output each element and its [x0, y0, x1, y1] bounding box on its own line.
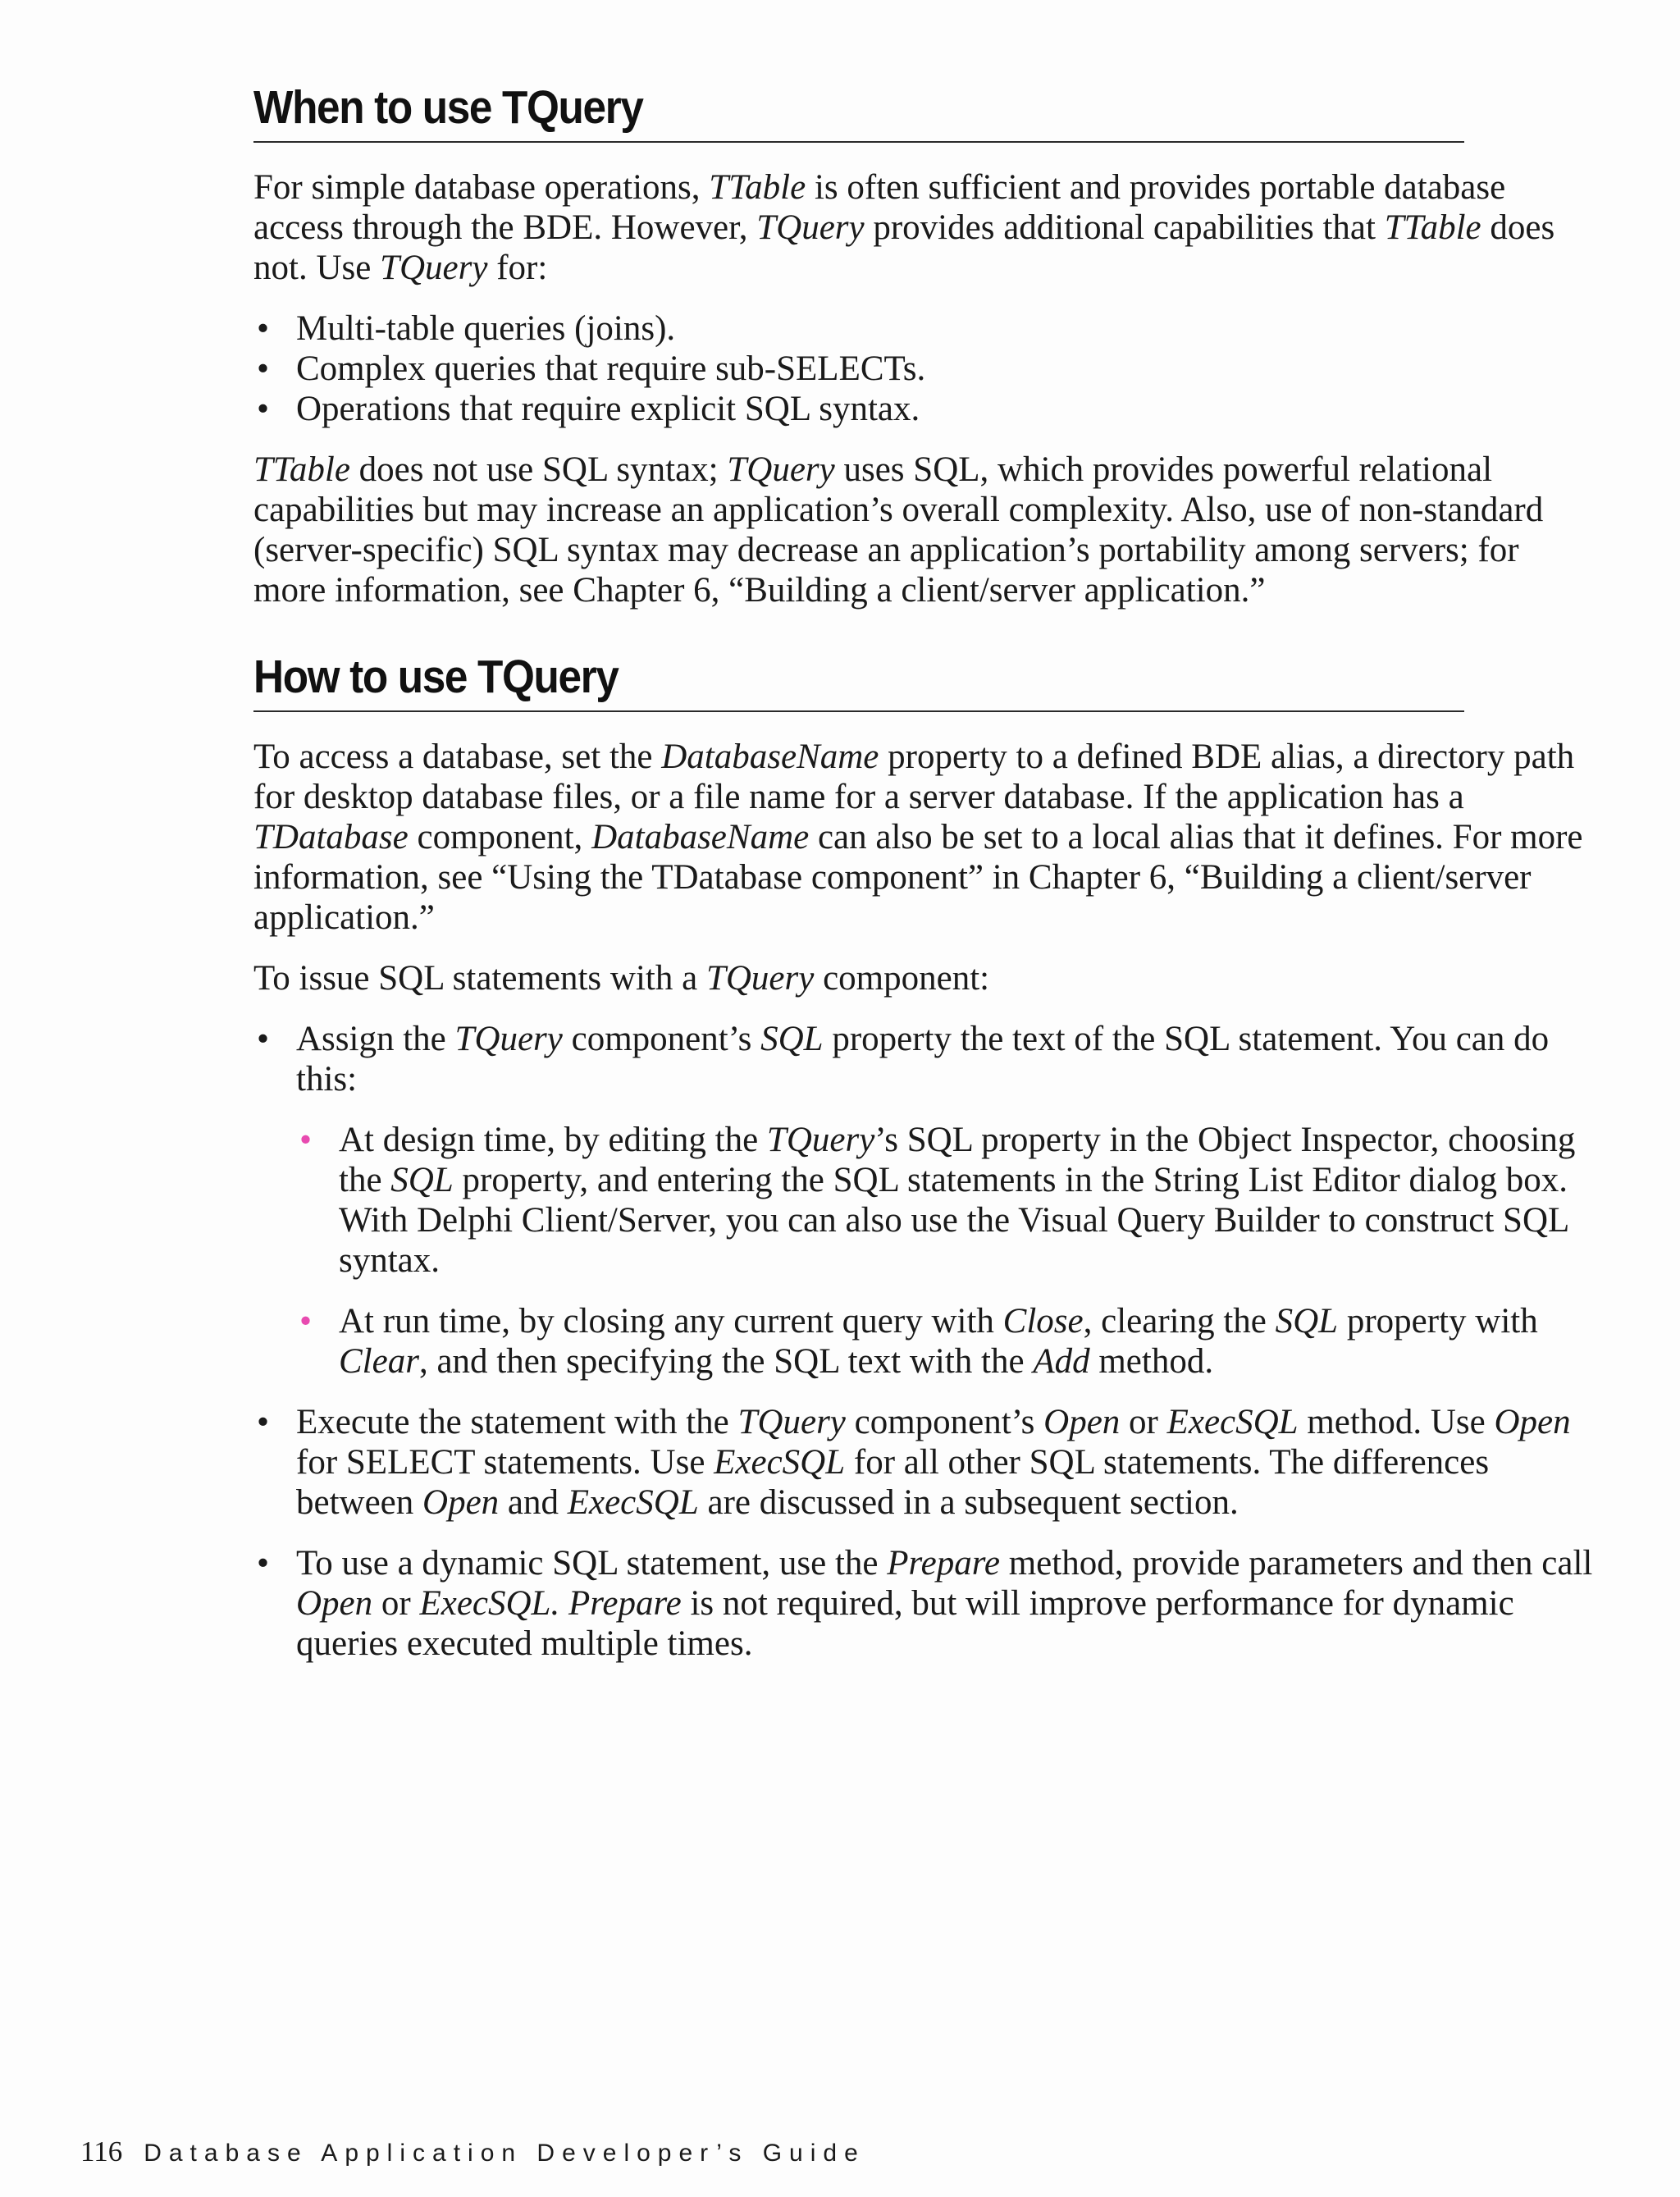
page-content: [253, 80, 1599, 1664]
bullet-icon: •: [257, 1403, 270, 1441]
list-item: • Assign the TQuery component’s SQL property the text of the SQL statement. You can do this: • At design time, by editing the TQuery’s SQL property in the Object Inspector, choosing the SQL property, and entering the SQL statements in the String List Editor dialog box. With Delphi Client/Server, you can also use the Visual Query Builder to construct SQL syntax. • At run time, by closing any current query with Close, clearing the SQL property with Clear, and then specifying the SQL text with the Add method.: [253, 1019, 1599, 1382]
page-footer: [80, 2135, 865, 2168]
uses-list: [253, 308, 1599, 429]
bullet-icon: •: [257, 309, 270, 348]
list-item: • Execute the statement with the TQuery component’s Open or ExecSQL method. Use Open for SELECT statements. Use ExecSQL for all other SQL statements. The differences between Open and ExecSQL are discussed in a subsequent section.: [257, 1403, 1571, 1522]
book-title: Database Application Developer’s Guide: [144, 2140, 865, 2167]
bullet-icon: •: [257, 349, 270, 388]
list-item: • Operations that require explicit SQL syntax.: [257, 390, 920, 428]
bullet-icon: •: [257, 1020, 270, 1058]
sub-list: [296, 1120, 1599, 1382]
section-heading-when: When to use TQuery: [253, 80, 1464, 143]
sub-list-item: • At design time, by editing the TQuery’s SQL property in the Object Inspector, choosing the SQL property, and entering the SQL statements in the String List Editor dialog box. With Delphi Client/Server, you can also use the Visual Query Builder to construct SQL syntax.: [299, 1121, 1576, 1280]
bullet-icon: •: [257, 390, 270, 428]
intro-paragraph: For simple database operations, TTable is often sufficient and provides portable database access through the BDE. However, TQuery provides additional capabilities that TTable does not. Use TQuery for:: [253, 168, 1555, 287]
ttable-vs-tquery-paragraph: TTable does not use SQL syntax; TQuery uses SQL, which provides powerful relational capabilities but may increase an application’s overall complexity. Also, use of non-standard (server-specific) SQL syntax may decrease an application’s portability among servers; for more information, see Chapter 6, “Building a client/server application.”: [253, 450, 1544, 610]
list-item: • Complex queries that require sub-SELECTs.: [257, 349, 926, 388]
page-number: 116: [80, 2135, 123, 2167]
list-item: • To use a dynamic SQL statement, use the Prepare method, provide parameters and then call Open or ExecSQL. Prepare is not required, but will improve performance for dynamic queries executed multiple times.: [257, 1544, 1593, 1663]
sub-list-item: • At run time, by closing any current query with Close, clearing the SQL property with Clear, and then specifying the SQL text with the Add method.: [299, 1302, 1538, 1381]
bullet-icon: •: [257, 1544, 270, 1583]
section-heading-how: How to use TQuery: [253, 650, 1464, 712]
pink-bullet-icon: •: [299, 1121, 313, 1159]
pink-bullet-icon: •: [299, 1302, 313, 1341]
issue-sql-paragraph: To issue SQL statements with a TQuery component:: [253, 959, 990, 998]
list-item: • Multi-table queries (joins).: [257, 309, 676, 348]
steps-list: [253, 1019, 1599, 1664]
access-database-paragraph: To access a database, set the DatabaseName property to a defined BDE alias, a directory path for desktop database files, or a file name for a server database. If the application has a TDatabase component, DatabaseName can also be set to a local alias that it defines. For more information, see “Using the TDatabase component” in Chapter 6, “Building a client/server application.”: [253, 738, 1583, 937]
